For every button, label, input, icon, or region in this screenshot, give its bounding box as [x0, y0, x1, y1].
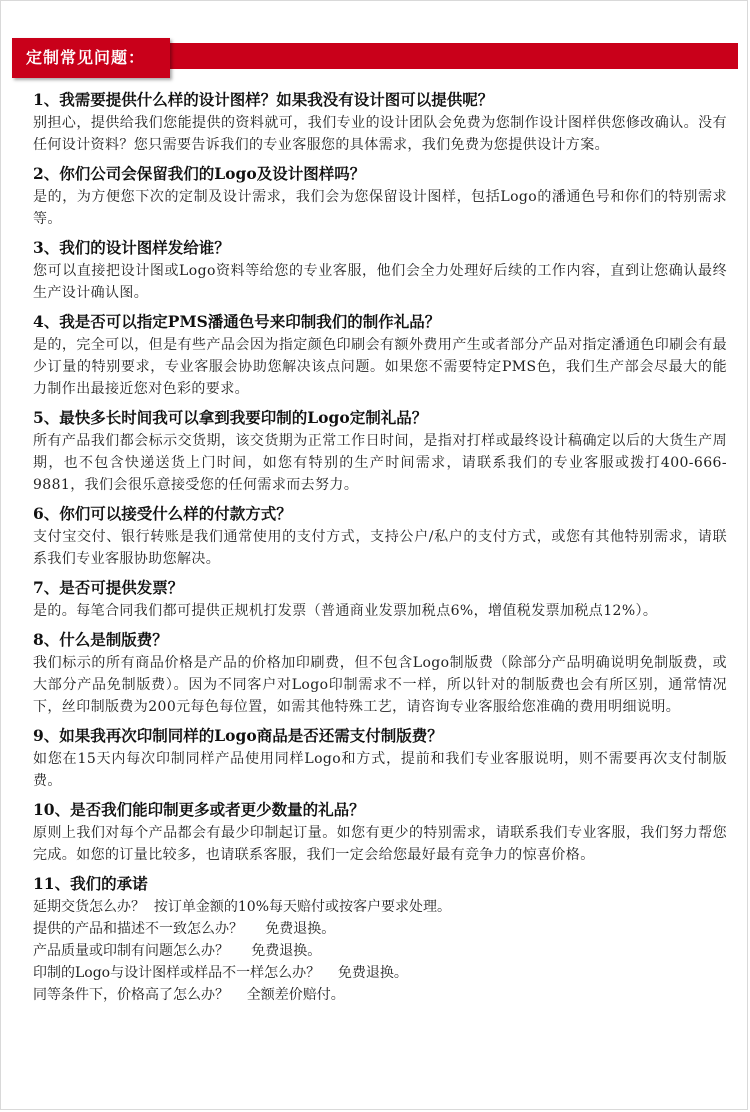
faq-item-7: [33, 576, 727, 622]
faq-answer: 我们标示的所有商品价格是产品的价格加印刷费，但不包含Logo制版费（除部分产品明确说明免制版费，或大部分产品免制版费）。因为不同客户对Logo印制需求不一样，所以针对的制版费也会有所区别，通常情况下，丝印制版费为200元每色每位置，如需其他特殊工艺，请咨询专业客服给您准确的费用明细说明。: [33, 655, 727, 715]
faq-item-1: [33, 88, 727, 156]
promise-line-2: 提供的产品和描述不一致怎么办？ 免费退换。: [33, 921, 336, 937]
promise-line-1: 延期交货怎么办？ 按订单金额的10%每天赔付或按客户要求处理。: [33, 899, 452, 915]
faq-answer: 是的。每笔合同我们都可提供正规机打发票（普通商业发票加税点6%，增值税发票加税点12%）。: [33, 603, 658, 619]
faq-question: 5、最快多长时间我可以拿到我要印制的Logo定制礼品？: [33, 408, 428, 427]
faq-answer: 您可以直接把设计图或Logo资料等给您的专业客服，他们会全力处理好后续的工作内容，直到让您确认最终生产设计确认图。: [33, 263, 727, 301]
faq-answer: 原则上我们对每个产品都会有最少印制起订量。如您有更少的特别需求，请联系我们专业客服，我们努力帮您完成。如您的订量比较多，也请联系客服，我们一定会给您最好最有竞争力的惊喜价格。: [33, 825, 727, 863]
faq-question: 6、你们可以接受什么样的付款方式？: [33, 504, 292, 523]
faq-answer: 支付宝交付、银行转账是我们通常使用的支付方式，支持公户/私户的支付方式，或您有其他特别需求，请联系我们专业客服协助您解决。: [33, 529, 727, 567]
faq-item-8: [33, 628, 727, 718]
faq-answer: 所有产品我们都会标示交货期，该交货期为正常工作日时间，是指对打样或最终设计稿确定以后的大货生产周期，也不包含快递送货上门时间，如您有特别的生产时间需求，请联系我们的专业客服或拨打400-666-9881，我们会很乐意接受您的任何需求而去努力。: [33, 433, 727, 493]
faq-question: 4、我是否可以指定PMS潘通色号来印制我们的制作礼品？: [33, 312, 441, 331]
faq-item-5: [33, 406, 727, 496]
faq-answer: 是的，完全可以，但是有些产品会因为指定颜色印刷会有额外费用产生或者部分产品对指定潘通色印刷会有最少订量的特别要求，专业客服会协助您解决该点问题。如果您不需要特定PMS色，我们生产部会尽最大的能力制作出最接近您对色彩的要求。: [33, 337, 727, 397]
promise-line-3: 产品质量或印制有问题怎么办？ 免费退换。: [33, 943, 322, 959]
promise-line-5: 同等条件下，价格高了怎么办？ 全额差价赔付。: [33, 987, 345, 1003]
faq-item-3: [33, 236, 727, 304]
faq-item-9: [33, 724, 727, 792]
faq-list: [33, 88, 727, 1012]
faq-answer: 如您在15天内每次印制同样产品使用同样Logo和方式，提前和我们专业客服说明，则不需要再次支付制版费。: [33, 751, 727, 789]
promise-heading: 11、我们的承诺: [33, 874, 148, 893]
faq-question: 2、你们公司会保留我们的Logo及设计图样吗？: [33, 164, 366, 183]
faq-answer: 是的，为方便您下次的定制及设计需求，我们会为您保留设计图样，包括Logo的潘通色号和你们的特别需求等。: [33, 189, 727, 227]
faq-item-2: [33, 162, 727, 230]
faq-item-10: [33, 798, 727, 866]
faq-question: 7、是否可提供发票？: [33, 578, 184, 597]
faq-question: 3、我们的设计图样发给谁？: [33, 238, 230, 257]
faq-question: 8、什么是制版费？: [33, 630, 168, 649]
faq-item-6: [33, 502, 727, 570]
faq-question: 9、如果我再次印制同样的Logo商品是否还需支付制版费？: [33, 726, 443, 745]
faq-question: 1、我需要提供什么样的设计图样？如果我没有设计图可以提供呢？: [33, 90, 494, 109]
promise-line-4: 印制的Logo与设计图样或样品不一样怎么办？ 免费退换。: [33, 965, 408, 981]
faq-item-4: [33, 310, 727, 400]
faq-answer: 别担心，提供给我们您能提供的资料就可，我们专业的设计团队会免费为您制作设计图样供您修改确认。没有任何设计资料？您只需要告诉我们的专业客服您的具体需求，我们免费为您提供设计方案。: [33, 115, 727, 153]
faq-question: 10、是否我们能印制更多或者更少数量的礼品？: [33, 800, 365, 819]
faq-item-11-promise: [33, 872, 727, 1006]
section-title: 定制常见问题：: [12, 38, 170, 78]
